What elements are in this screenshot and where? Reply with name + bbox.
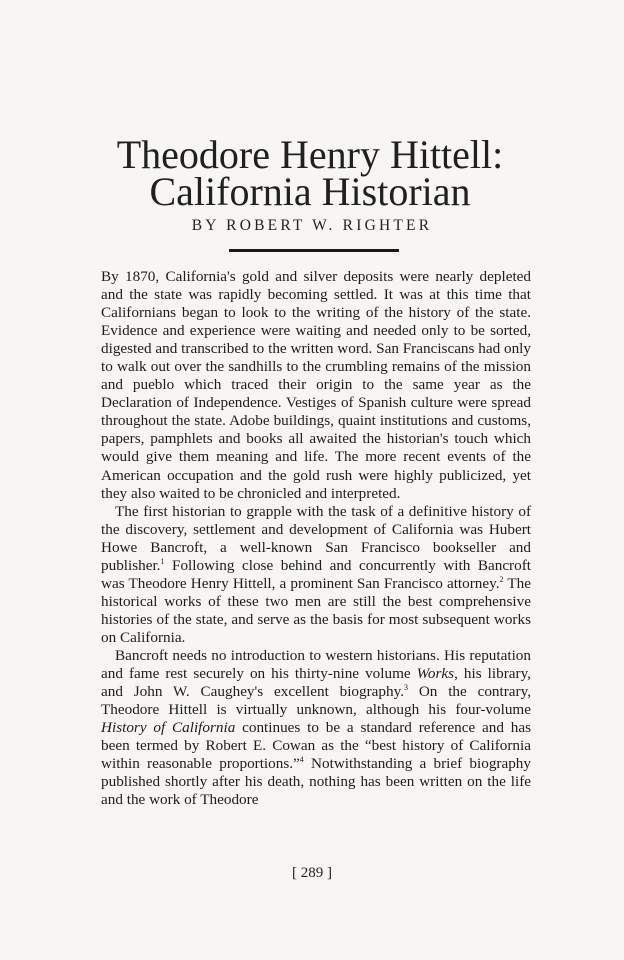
paragraph-3-text-c: On the contrary, Theodore Hittell is virtually unknown, although his four-volume bbox=[101, 683, 531, 719]
page-number: [ 289 ] bbox=[292, 865, 332, 881]
article-body bbox=[101, 268, 531, 809]
title-line-1: Theodore Henry Hittell: bbox=[116, 132, 504, 177]
footnote-ref-2: 2 bbox=[499, 574, 504, 584]
paragraph-3-text-a: Bancroft needs no introduction to western historians. His reputation and fame rest securely on his thirty-nine volume bbox=[101, 646, 531, 683]
footnote-ref-3: 3 bbox=[404, 683, 409, 693]
history-title: History of California bbox=[101, 719, 236, 737]
paragraph-3-text-b: , his library, and John W. Caughey's excellent biography. bbox=[101, 665, 531, 701]
paragraph-2 bbox=[101, 503, 531, 647]
paragraph-3-text-e: Notwithstanding a brief biography published shortly after his death, nothing has been written on the life and the work of Theodore bbox=[101, 755, 531, 809]
paragraph-2-text-b: Following close behind and concurrently with Bancroft was Theodore Henry Hittell, a prominent San Francisco attorney. bbox=[101, 556, 531, 592]
paragraph-2-text-a: The first historian to grapple with the task of a definitive history of the discovery, settlement and development of California was Hubert Howe Bancroft, a well-known San Francisco bookseller and publisher. bbox=[101, 502, 531, 574]
works-title: Works bbox=[416, 665, 455, 683]
paragraph-2-text-c: The historical works of these two men are still the best comprehensive histories of the state, and serve as the basis for most subsequent works on California. bbox=[101, 574, 531, 646]
paragraph-3-text-d: continues to be a standard reference and has been termed by Robert E. Cowan as the “best history of California within reasonable proportions.” bbox=[101, 719, 531, 773]
footnote-ref-4: 4 bbox=[299, 755, 304, 765]
author-byline: BY ROBERT W. RIGHTER bbox=[191, 217, 433, 234]
paragraph-3 bbox=[101, 647, 531, 809]
title-rule bbox=[229, 249, 399, 252]
paragraph-1 bbox=[101, 268, 531, 503]
footnote-ref-1: 1 bbox=[160, 556, 165, 566]
paragraph-1-text: By 1870, California's gold and silver deposits were nearly depleted and the state was rapidly becoming settled. It was at this time that Californians began to look to the writing of the history of the state. Evidence and experience were waiting and needed only to be sorted, digested and transcribed to the written word. San Franciscans had only to walk out over the sandhills to the crumbling remains of the mission and pueblo which traced their origin to the same year as the Declaration of Independence. Vestiges of Spanish culture were spread throughout the state. Adobe buildings, quaint institutions and customs, papers, pamphlets and books all awaited the historian's touch which would give them meaning and life. The more recent events of the American occupation and the gold rush were highly publicized, yet they also waited to be chronicled and interpreted. bbox=[101, 268, 531, 502]
title-line-2: California Historian bbox=[149, 169, 471, 214]
